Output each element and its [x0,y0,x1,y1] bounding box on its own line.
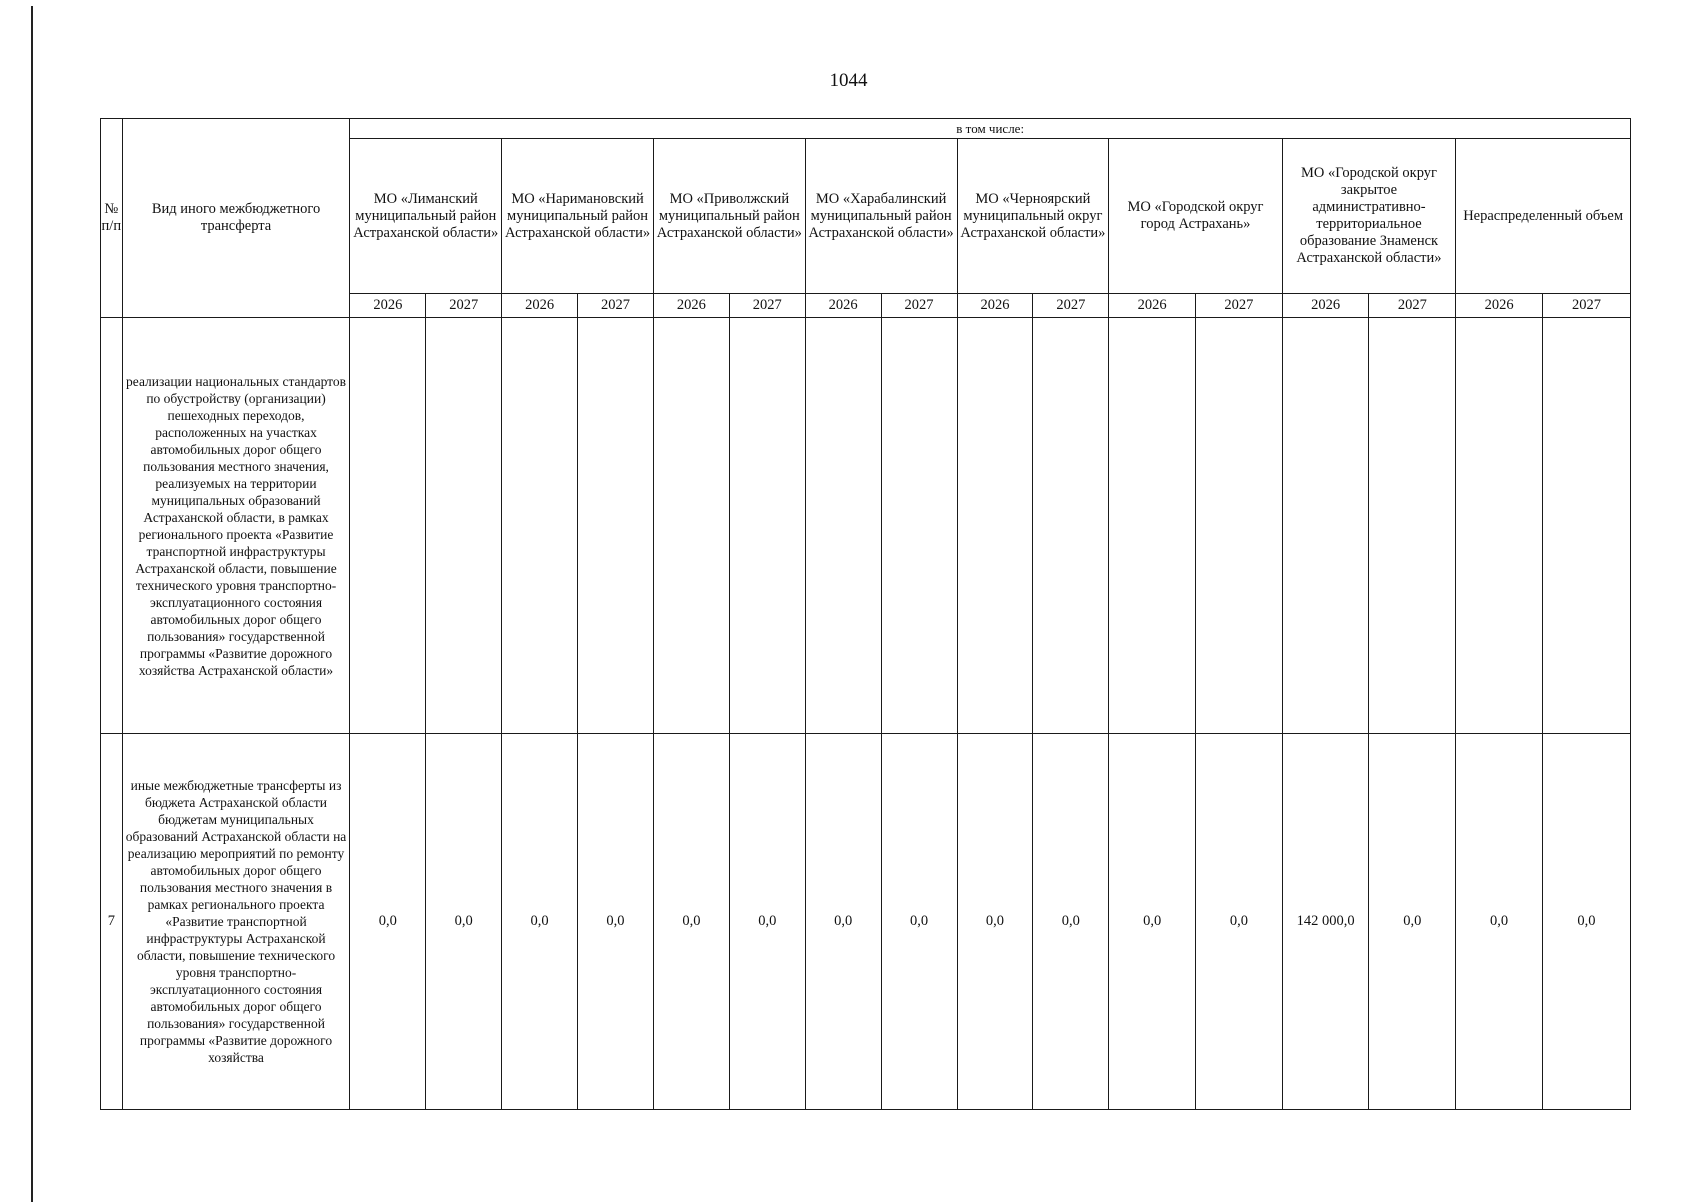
value-cell [1109,318,1196,734]
municipality-header: МО «Городской округ закрытое административно-территориальное образование Знаменск Астраханской области» [1282,139,1455,294]
value-cell [653,318,729,734]
value-cell: 0,0 [653,734,729,1110]
year-header: 2027 [1033,294,1109,318]
value-cell [1369,318,1456,734]
municipality-header: МО «Городской округ город Астрахань» [1109,139,1282,294]
table-row [101,734,1631,1110]
year-header: 2027 [729,294,805,318]
value-cell: 0,0 [350,734,426,1110]
transfer-description: иные межбюджетные трансферты из бюджета Астраханской области бюджетам муниципальных образований Астраханской области на реализацию мероприятий по ремонту автомобильных дорог общего пользования местного значения в рамках регионального проекта «Развитие транспортной инфраструктуры Астраханской области, повышение технического уровня транспортно-эксплуатационного состояния автомобильных дорог общего пользования» государственной программы «Развитие дорожного хозяйства [122,734,350,1110]
value-cell: 0,0 [1369,734,1456,1110]
year-header: 2026 [653,294,729,318]
header-row-group [101,119,1631,139]
year-header: 2027 [1196,294,1283,318]
year-header: 2027 [1369,294,1456,318]
value-cell: 0,0 [426,734,502,1110]
value-cell: 0,0 [1033,734,1109,1110]
year-header: 2026 [1109,294,1196,318]
left-margin-line [31,6,33,1202]
value-cell [957,318,1033,734]
year-header: 2026 [805,294,881,318]
value-cell: 0,0 [1109,734,1196,1110]
year-header: 2027 [578,294,654,318]
value-cell [1033,318,1109,734]
row-number [101,318,123,734]
year-header: 2026 [350,294,426,318]
value-cell [578,318,654,734]
value-cell: 0,0 [1542,734,1630,1110]
value-cell [881,318,957,734]
value-cell: 0,0 [957,734,1033,1110]
year-header: 2026 [1282,294,1369,318]
group-header: в том числе: [350,119,1631,139]
value-cell: 0,0 [881,734,957,1110]
col-num-header: № п/п [101,119,123,318]
row-number: 7 [101,734,123,1110]
value-cell [350,318,426,734]
year-header: 2026 [502,294,578,318]
value-cell [1542,318,1630,734]
value-cell: 142 000,0 [1282,734,1369,1110]
municipality-header: МО «Наримановский муниципальный район Астраханской области» [502,139,654,294]
value-cell: 0,0 [578,734,654,1110]
municipality-header: МО «Харабалинский муниципальный район Астраханской области» [805,139,957,294]
value-cell [1282,318,1369,734]
page-number: 1044 [829,70,868,91]
col-kind-header: Вид иного межбюджетного трансферта [122,119,350,318]
year-header: 2027 [881,294,957,318]
municipality-header: Нераспределенный объем [1456,139,1631,294]
value-cell: 0,0 [729,734,805,1110]
value-cell [805,318,881,734]
year-header: 2027 [1542,294,1630,318]
value-cell: 0,0 [1456,734,1543,1110]
value-cell [729,318,805,734]
municipality-header: МО «Приволжский муниципальный район Астраханской области» [653,139,805,294]
value-cell [1196,318,1283,734]
municipality-header: МО «Черноярский муниципальный округ Астраханской области» [957,139,1109,294]
transfer-description: реализации национальных стандартов по обустройству (организации) пешеходных переходов, расположенных на участках автомобильных дорог общего пользования местного значения, реализуемых на территории муниципальных образований Астраханской области, в рамках регионального проекта «Развитие транспортной инфраструктуры Астраханской области, повышение технического уровня транспортно-эксплуатационного состояния автомобильных дорог общего пользования» государственной программы «Развитие дорожного хозяйства Астраханской области» [122,318,350,734]
value-cell [426,318,502,734]
value-cell: 0,0 [805,734,881,1110]
year-header: 2026 [957,294,1033,318]
table-row [101,318,1631,734]
municipality-header: МО «Лиманский муниципальный район Астраханской области» [350,139,502,294]
value-cell [502,318,578,734]
value-cell: 0,0 [502,734,578,1110]
year-header: 2027 [426,294,502,318]
value-cell: 0,0 [1196,734,1283,1110]
year-header: 2026 [1456,294,1543,318]
value-cell [1456,318,1543,734]
transfers-table [100,118,1631,1110]
